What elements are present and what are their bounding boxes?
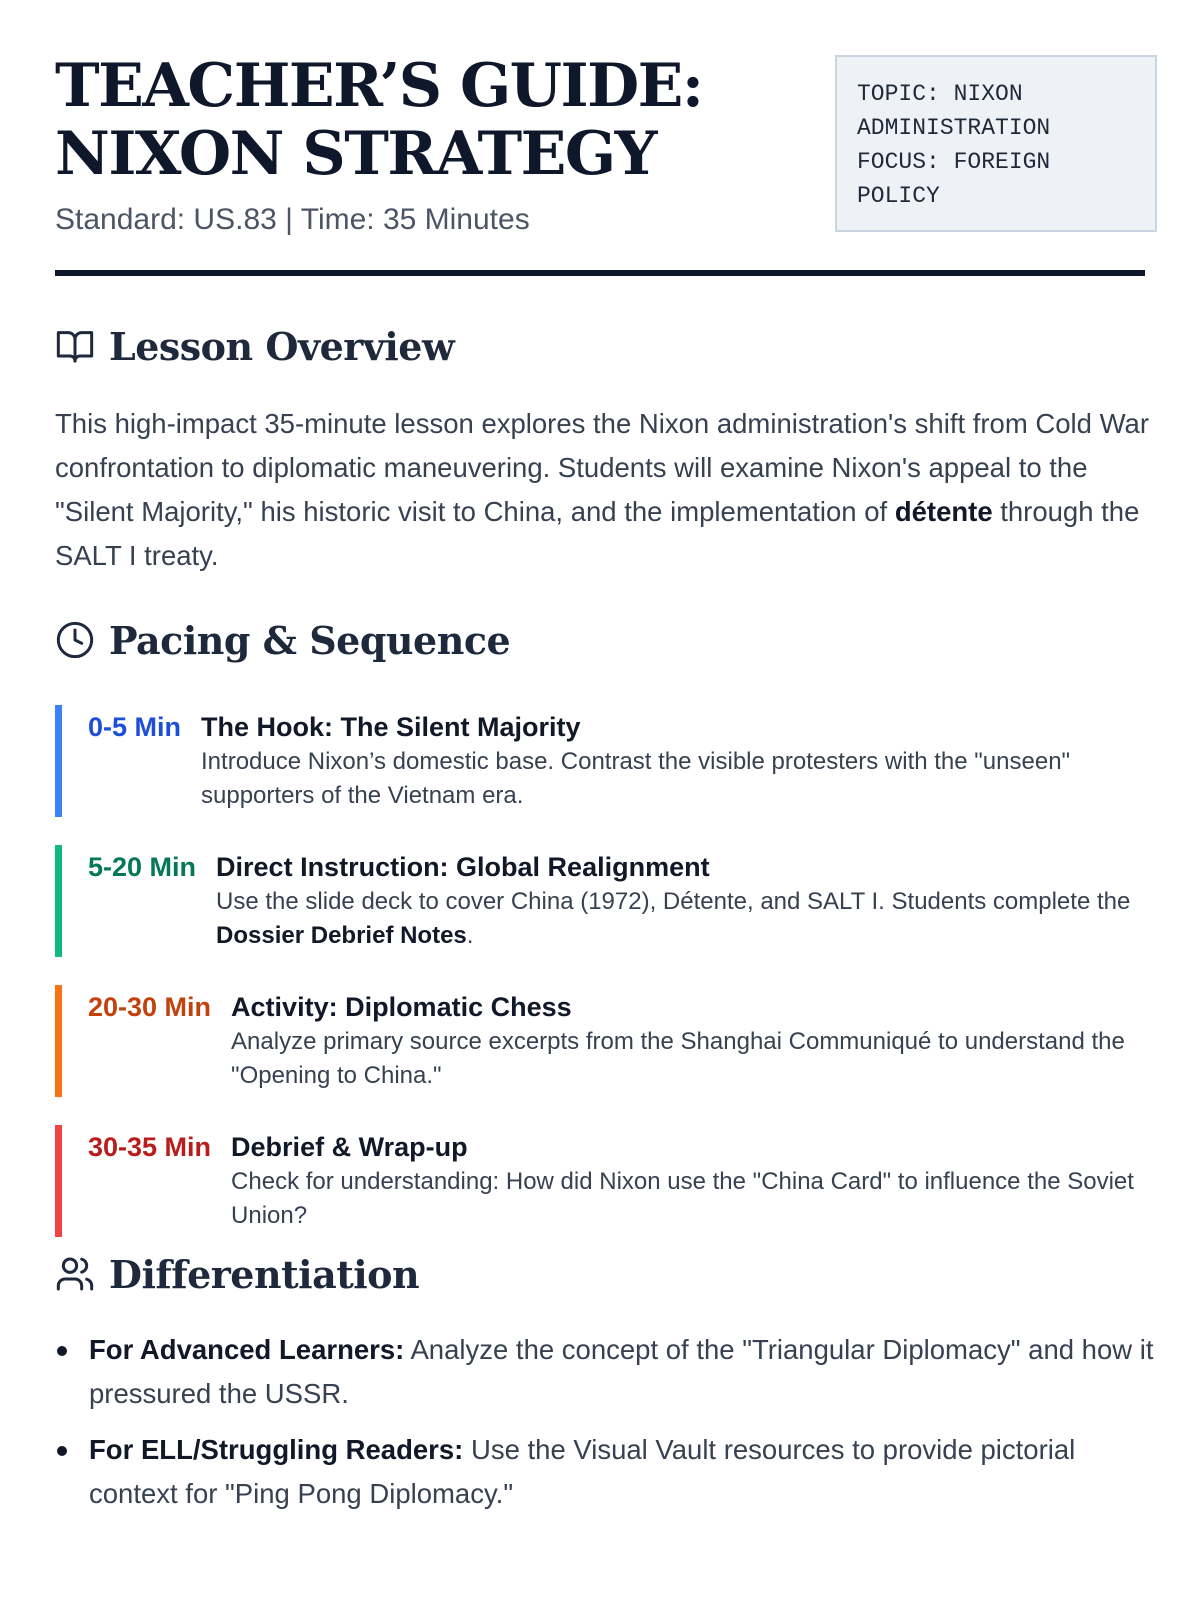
pacing-desc-bold: Dossier Debrief Notes xyxy=(216,922,467,949)
pacing-row xyxy=(55,1125,1155,1237)
book-open-icon xyxy=(55,326,95,366)
bullet-icon xyxy=(57,1346,67,1356)
pacing-desc-text: Check for understanding: How did Nixon use the "China Card" to influence the Soviet Union? xyxy=(231,1168,1134,1229)
pacing-row xyxy=(55,845,1155,957)
topic-line: FOCUS: FOREIGN xyxy=(857,149,1051,175)
topic-line: POLICY xyxy=(857,183,940,209)
diff-label: For Advanced Learners: xyxy=(89,1334,405,1365)
page-title: TEACHER’S GUIDE: NIXON STRATEGY xyxy=(55,51,703,189)
pacing-row xyxy=(55,705,1155,817)
pacing-desc-text: Use the slide deck to cover China (1972), Détente, and SALT I. Students complete the xyxy=(216,888,1131,915)
pacing-time: 0-5 Min xyxy=(88,712,182,742)
list-item xyxy=(55,1328,1155,1416)
pacing-body xyxy=(201,709,1155,817)
pacing-title: Debrief & Wrap-up xyxy=(231,1132,468,1162)
page-subtitle: Standard: US.83 | Time: 35 Minutes xyxy=(55,203,530,236)
pacing-heading xyxy=(55,612,510,668)
pacing-heading-text: Pacing & Sequence xyxy=(109,617,511,663)
pacing-description xyxy=(201,745,1155,813)
list-item xyxy=(55,1428,1155,1516)
pacing-title: Activity: Diplomatic Chess xyxy=(231,992,572,1022)
diff-label: For ELL/Struggling Readers: xyxy=(89,1434,464,1465)
pacing-list xyxy=(55,705,1155,1265)
pacing-time: 5-20 Min xyxy=(88,852,197,882)
pacing-description xyxy=(216,885,1155,953)
topic-line: ADMINISTRATION xyxy=(857,115,1051,141)
topic-box xyxy=(835,55,1157,232)
overview-paragraph xyxy=(55,402,1155,578)
overview-heading xyxy=(55,318,454,374)
guide-header xyxy=(55,0,1145,276)
overview-text-bold: détente xyxy=(894,496,993,527)
users-icon xyxy=(55,1254,95,1294)
pacing-body xyxy=(216,849,1155,957)
pacing-row xyxy=(55,985,1155,1097)
differentiation-heading xyxy=(55,1246,419,1302)
overview-heading-text: Lesson Overview xyxy=(109,323,455,369)
topic-line: TOPIC: NIXON xyxy=(857,81,1023,107)
differentiation-list xyxy=(55,1328,1155,1528)
overview-text-end: through the SALT I treaty. xyxy=(55,496,1140,571)
pacing-body xyxy=(231,989,1155,1097)
pacing-desc-end: . xyxy=(466,922,474,949)
pacing-time: 30-35 Min xyxy=(88,1132,212,1162)
pacing-description xyxy=(231,1025,1155,1093)
pacing-title: Direct Instruction: Global Realignment xyxy=(216,852,710,882)
pacing-time: 20-30 Min xyxy=(88,992,212,1022)
bullet-icon xyxy=(57,1446,67,1456)
overview-text-start: This high-impact 35-minute lesson explores the Nixon administration's shift from Cold War confrontation to diplomatic maneuvering. Students will examine Nixon's appeal to the "Silent Majority," his historic visit to China, and the implementation of xyxy=(55,408,1149,527)
diff-text: Analyze the concept of the "Triangular Diplomacy" and how it pressured the USSR. xyxy=(89,1334,1154,1409)
pacing-desc-text: Introduce Nixon’s domestic base. Contrast the visible protesters with the "unseen" supporters of the Vietnam era. xyxy=(201,748,1071,809)
pacing-description xyxy=(231,1165,1155,1233)
clock-icon xyxy=(55,620,95,660)
pacing-desc-text: Analyze primary source excerpts from the Shanghai Communiqué to understand the "Opening to China." xyxy=(231,1028,1125,1089)
diff-text: Use the Visual Vault resources to provide pictorial context for "Ping Pong Diplomacy." xyxy=(89,1434,1076,1509)
pacing-title: The Hook: The Silent Majority xyxy=(201,712,581,742)
differentiation-heading-text: Differentiation xyxy=(109,1251,420,1297)
pacing-body xyxy=(231,1129,1155,1237)
